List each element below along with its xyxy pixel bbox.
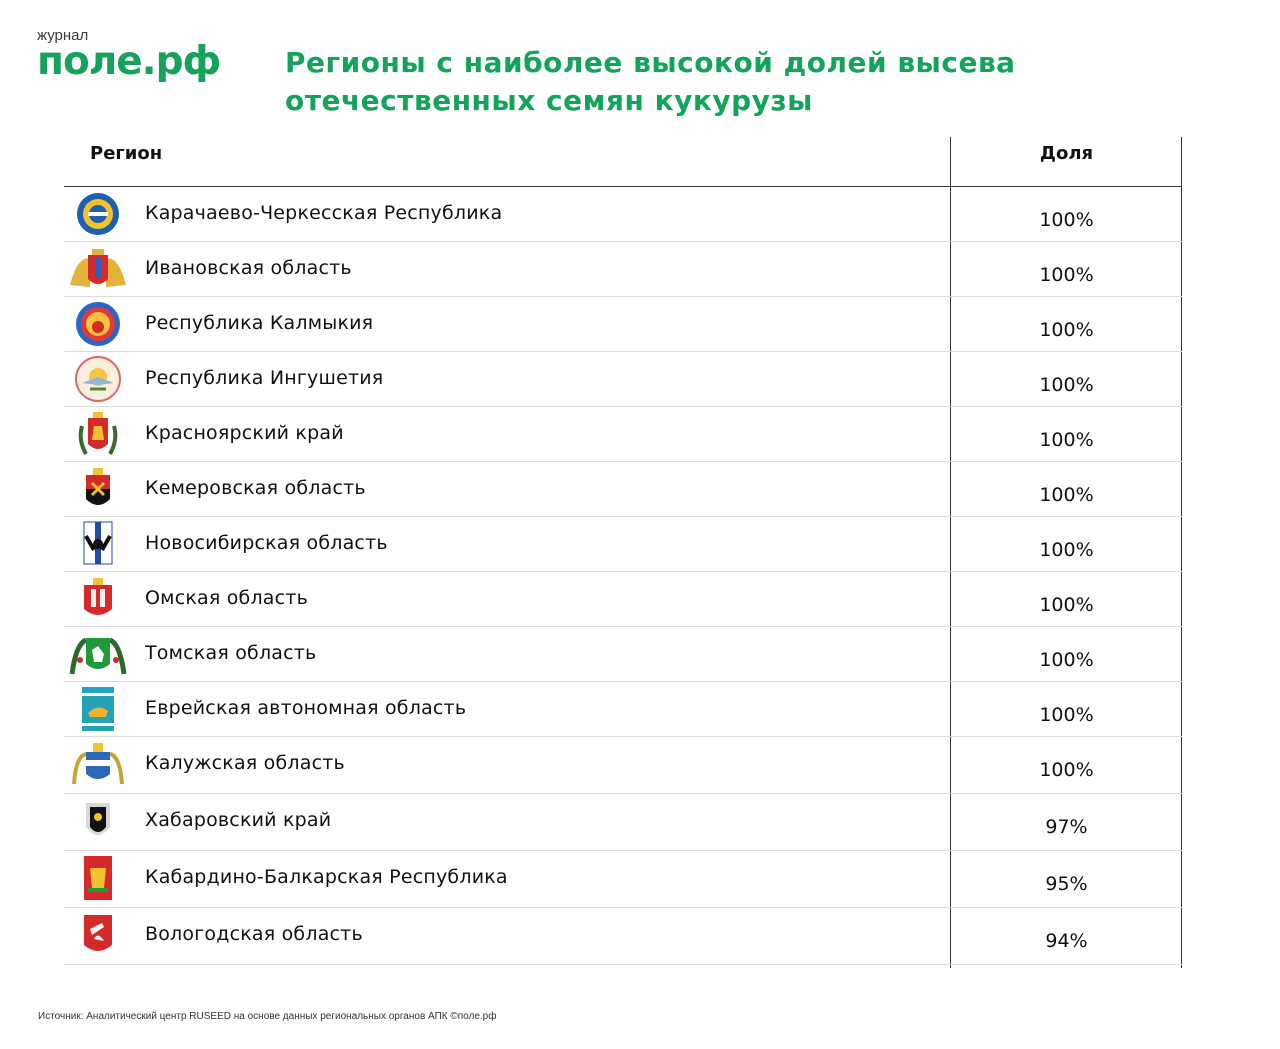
region-share: 100% <box>1039 704 1094 726</box>
jewish-ao-emblem-icon <box>68 685 128 733</box>
table-header <box>64 137 1182 187</box>
kchr-emblem-icon <box>68 190 128 238</box>
brand-small-label: журнал <box>37 27 89 44</box>
brand-logo: поле.рф <box>37 39 221 84</box>
omsk-emblem-icon <box>68 575 128 623</box>
table-row <box>64 407 1182 462</box>
region-share: 100% <box>1039 539 1094 561</box>
region-share: 100% <box>1039 649 1094 671</box>
region-name: Республика Ингушетия <box>145 367 384 389</box>
region-share: 100% <box>1039 374 1094 396</box>
tomsk-emblem-icon <box>68 630 128 678</box>
novosibirsk-emblem-icon <box>68 520 128 568</box>
page-title <box>285 44 1185 120</box>
vologda-emblem-icon <box>68 911 128 959</box>
region-share: 97% <box>1045 816 1088 838</box>
region-share: 100% <box>1039 264 1094 286</box>
table-row <box>64 682 1182 737</box>
region-share: 94% <box>1045 930 1088 952</box>
region-share: 100% <box>1039 759 1094 781</box>
region-name: Ивановская область <box>145 257 352 279</box>
khabarovsk-emblem-icon <box>68 797 128 845</box>
kbr-emblem-icon <box>68 854 128 902</box>
kemerovo-emblem-icon <box>68 465 128 513</box>
table-row <box>64 908 1182 965</box>
region-share: 100% <box>1039 594 1094 616</box>
table-row <box>64 462 1182 517</box>
region-share: 100% <box>1039 484 1094 506</box>
region-share: 100% <box>1039 319 1094 341</box>
region-name: Новосибирская область <box>145 532 388 554</box>
kaluga-emblem-icon <box>68 740 128 788</box>
header-region: Регион <box>90 143 163 164</box>
ingushetia-emblem-icon <box>68 355 128 403</box>
table-row <box>64 517 1182 572</box>
table-row <box>64 737 1182 794</box>
region-name: Калужская область <box>145 752 345 774</box>
table-row <box>64 297 1182 352</box>
region-name: Омская область <box>145 587 308 609</box>
header-share: Доля <box>1039 143 1094 164</box>
region-name: Еврейская автономная область <box>145 697 467 719</box>
region-share: 100% <box>1039 209 1094 231</box>
region-name: Карачаево-Черкесская Республика <box>145 202 503 224</box>
region-name: Кабардино-Балкарская Республика <box>145 866 508 888</box>
table-row <box>64 794 1182 851</box>
page-title-line1: Регионы с наиболее высокой долей высева <box>285 46 1016 79</box>
regions-table <box>64 137 1182 965</box>
region-name: Республика Калмыкия <box>145 312 374 334</box>
table-row <box>64 187 1182 242</box>
kalmykia-emblem-icon <box>68 300 128 348</box>
table-row <box>64 627 1182 682</box>
ivanovo-emblem-icon <box>68 245 128 293</box>
table-row <box>64 572 1182 627</box>
table-row <box>64 242 1182 297</box>
source-footnote: Источник: Аналитический центр RUSEED на основе данных региональных органов АПК ©поле.рф <box>38 1011 497 1022</box>
region-name: Вологодская область <box>145 923 363 945</box>
krasnoyarsk-emblem-icon <box>68 410 128 458</box>
region-name: Хабаровский край <box>145 809 332 831</box>
table-row <box>64 352 1182 407</box>
region-share: 95% <box>1045 873 1088 895</box>
region-name: Кемеровская область <box>145 477 366 499</box>
region-name: Томская область <box>145 642 317 664</box>
region-name: Красноярский край <box>145 422 344 444</box>
page-title-line2: отечественных семян кукурузы <box>285 84 813 117</box>
table-row <box>64 851 1182 908</box>
region-share: 100% <box>1039 429 1094 451</box>
brand <box>37 27 220 82</box>
table-body <box>64 187 1182 965</box>
